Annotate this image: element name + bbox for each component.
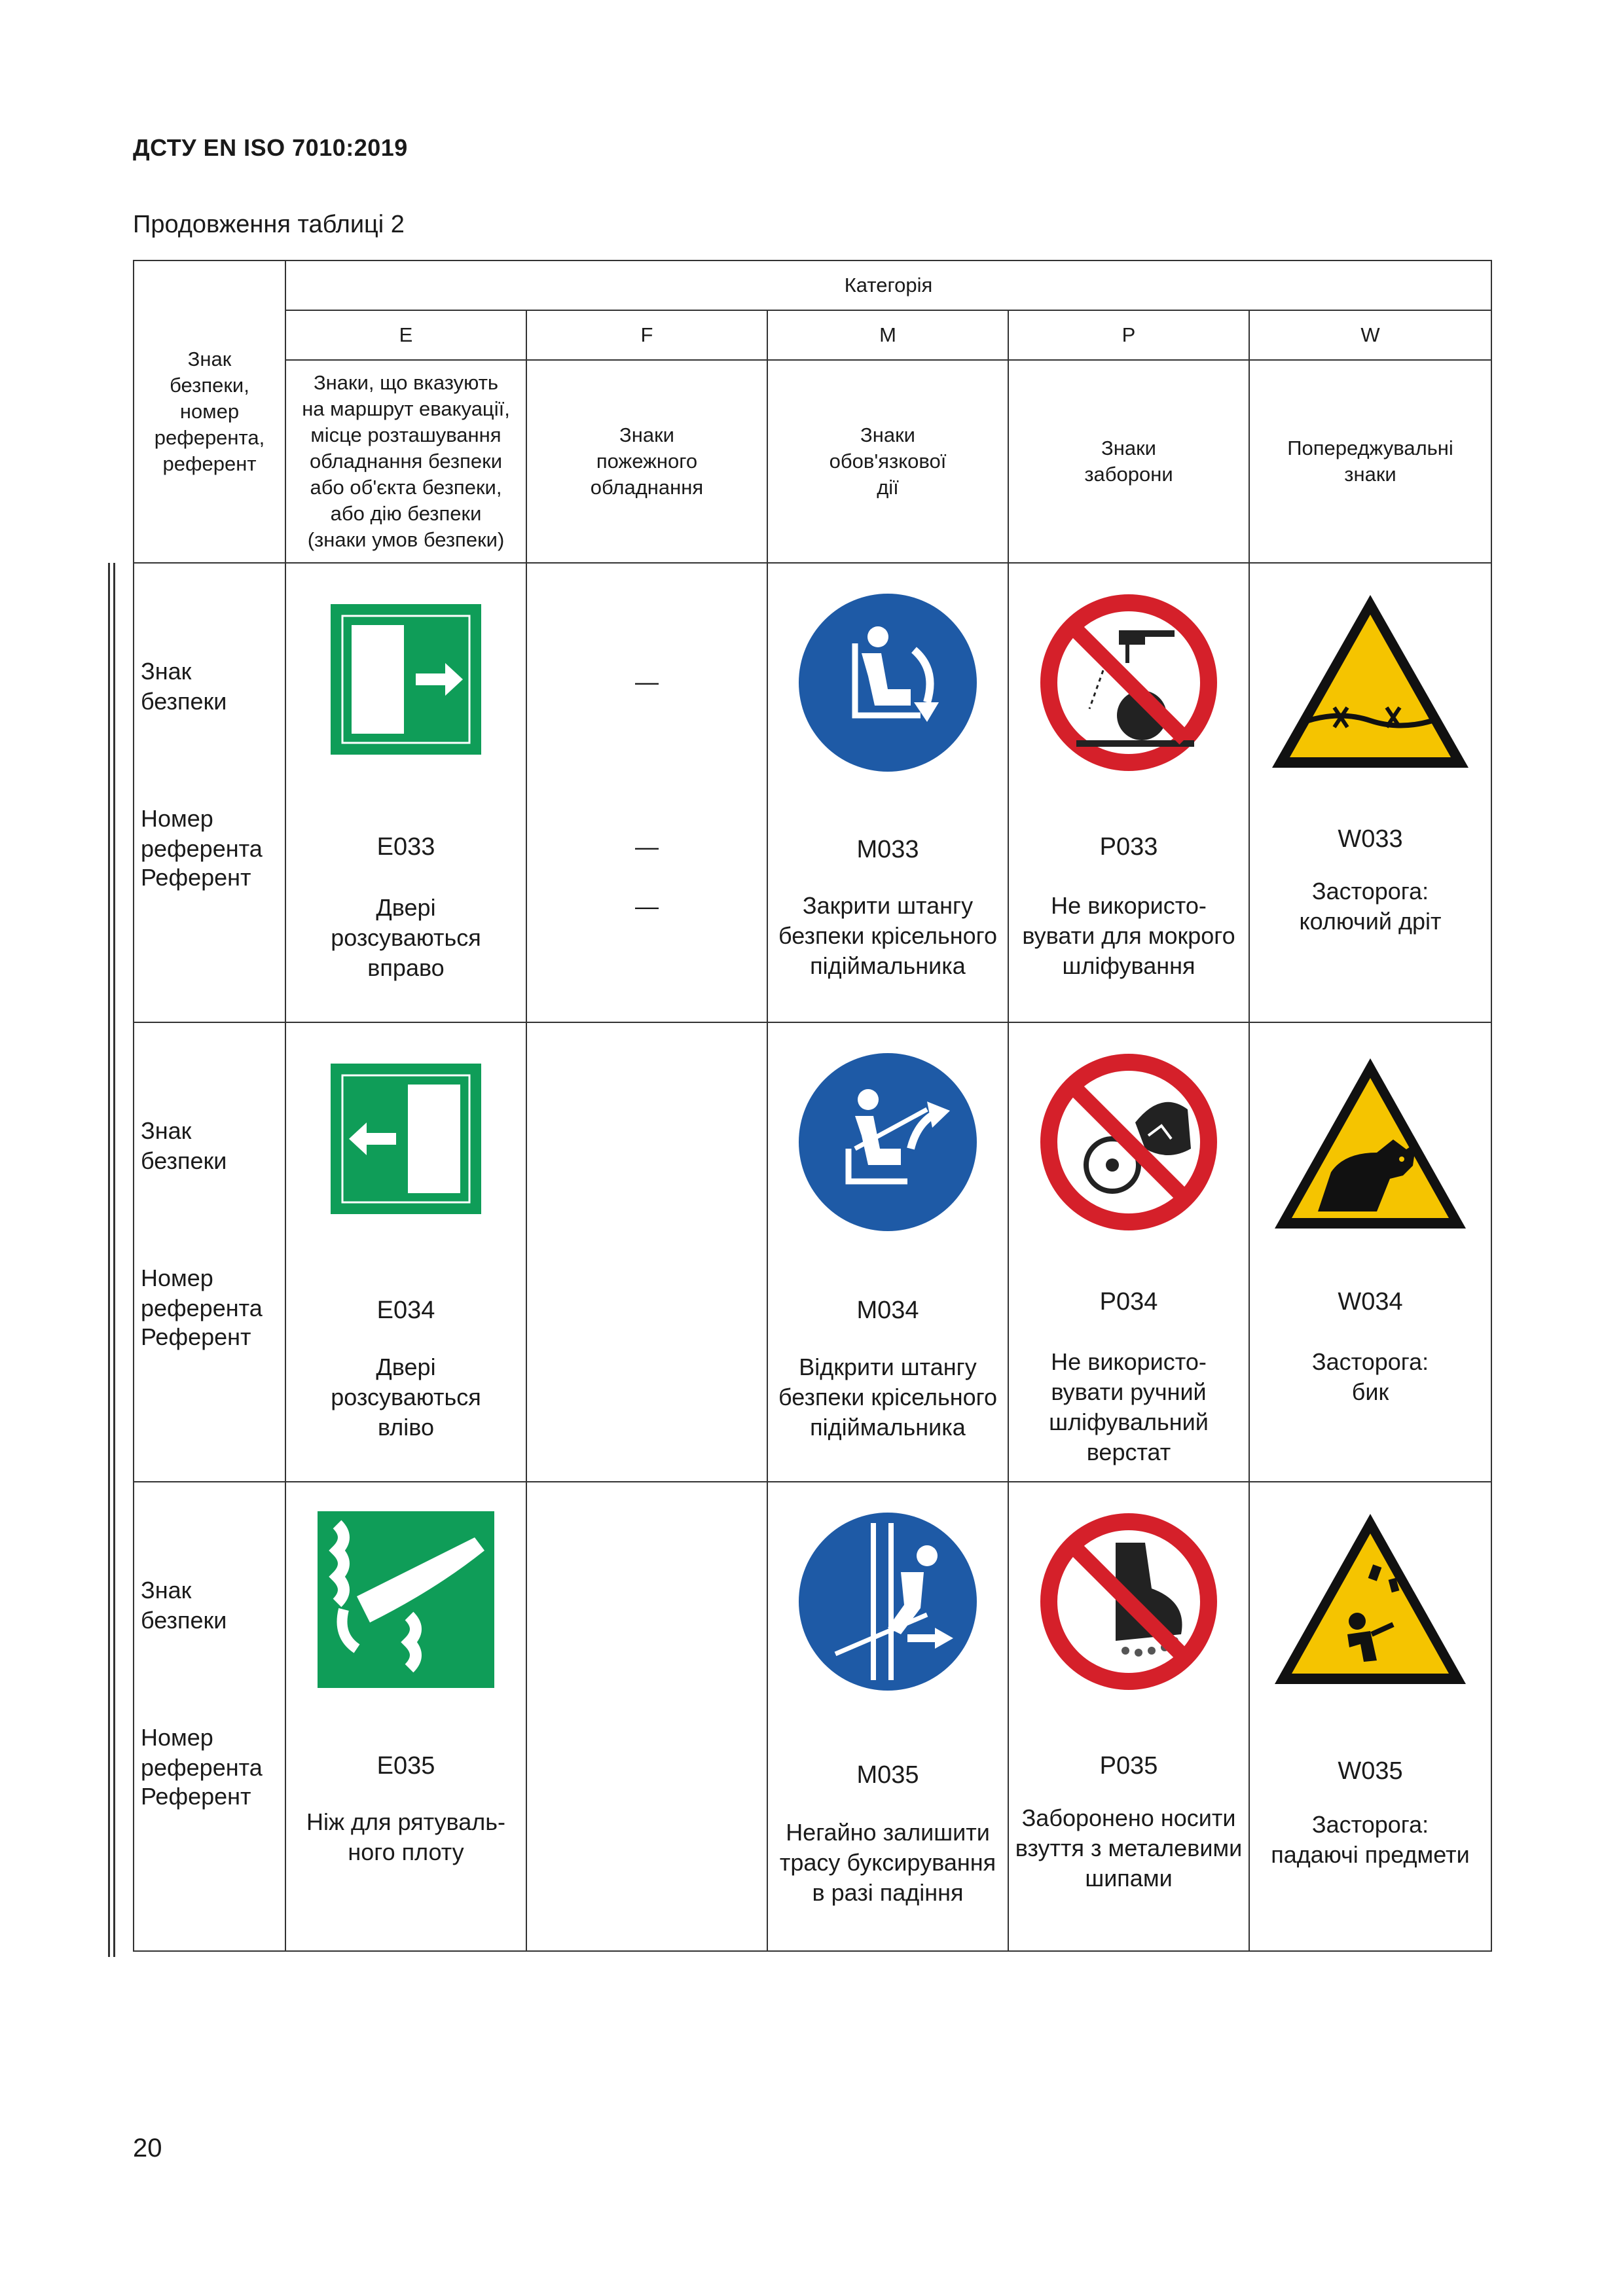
cell-f-empty <box>526 1022 767 1482</box>
referent-code: E034 <box>376 1297 435 1324</box>
label-sign: Знак безпеки <box>141 658 227 715</box>
door-slide-right-icon <box>324 598 488 761</box>
category-code-f: F <box>526 310 767 360</box>
col0-line: безпеки, <box>170 374 249 397</box>
desc-line: обладнання <box>590 476 704 499</box>
cell-w033 <box>1249 563 1491 1022</box>
barbed-wire-warning-icon <box>1269 590 1472 773</box>
referent-text: Ніж для рятуваль- ного плоту <box>306 1808 506 1865</box>
dash: — <box>635 893 659 920</box>
open-chairlift-bar-icon <box>796 1050 979 1234</box>
category-desc-f <box>526 360 767 563</box>
door-slide-left-icon <box>324 1057 488 1221</box>
cell-f-empty <box>526 1482 767 1951</box>
referent-text: Двері розсуваються вправо <box>331 894 481 981</box>
desc-line: на маршрут евакуації, <box>302 397 510 420</box>
desc-line: Знаки <box>619 423 674 446</box>
cell-p035 <box>1008 1482 1249 1951</box>
referent-code: P035 <box>1099 1752 1158 1780</box>
desc-line: місце розташування <box>310 423 501 446</box>
col0-line: Знак <box>187 348 232 370</box>
desc-line: або дію безпеки <box>330 502 482 525</box>
no-spiked-footwear-icon <box>1037 1510 1220 1693</box>
cell-m034 <box>767 1022 1008 1482</box>
desc-line: (знаки умов безпеки) <box>307 528 505 551</box>
referent-text: Засторога: колючий дріт <box>1299 878 1442 935</box>
cell-m035 <box>767 1482 1008 1951</box>
cell-p034 <box>1008 1022 1249 1482</box>
referent-text: Засторога: падаючі предмети <box>1271 1811 1470 1868</box>
cell-f-empty <box>526 563 767 1022</box>
revision-bar <box>113 563 115 1957</box>
referent-text: Відкрити штангу безпеки крісельного підіймальника <box>778 1354 997 1441</box>
label-referent: Референт <box>141 864 251 891</box>
cell-e034 <box>285 1022 526 1482</box>
dash: — <box>635 668 659 695</box>
referent-text: Заборонено носити взуття з металевими шипами <box>1015 1804 1243 1892</box>
cell-p033 <box>1008 563 1249 1022</box>
category-desc-w <box>1249 360 1491 563</box>
referent-code: W034 <box>1338 1288 1403 1316</box>
category-code-w: W <box>1249 310 1491 360</box>
category-desc-e <box>285 360 526 563</box>
column-header-sign <box>134 260 285 563</box>
col0-line: референта, <box>154 426 265 449</box>
desc-line: обов'язкової <box>829 450 947 473</box>
category-desc-m <box>767 360 1008 563</box>
desc-line: знаки <box>1344 463 1396 486</box>
referent-text: Двері розсуваються вліво <box>331 1354 481 1441</box>
referent-code: M035 <box>856 1761 919 1789</box>
col0-line: референт <box>162 452 257 475</box>
desc-line: Попереджувальні <box>1287 437 1453 459</box>
referent-code: W035 <box>1338 1757 1403 1785</box>
label-number: Номер референта <box>141 1265 263 1321</box>
cell-e035 <box>285 1482 526 1951</box>
referent-text: Засторога: бик <box>1311 1348 1429 1405</box>
bull-warning-icon <box>1272 1054 1468 1232</box>
cell-w034 <box>1249 1022 1491 1482</box>
desc-line: Знаки <box>860 423 915 446</box>
category-code-p: P <box>1008 310 1249 360</box>
close-chairlift-bar-icon <box>796 591 979 774</box>
label-number: Номер референта <box>141 1724 263 1781</box>
col0-line: номер <box>179 400 240 423</box>
referent-code: M034 <box>856 1297 919 1324</box>
row-labels <box>134 1482 285 1951</box>
no-hand-grinder-icon <box>1037 1050 1220 1234</box>
label-sign: Знак безпеки <box>141 1577 227 1634</box>
row-labels <box>134 563 285 1022</box>
referent-code: P033 <box>1099 833 1158 861</box>
referent-text: Негайно залишити трасу буксирування в разі падіння <box>779 1819 996 1906</box>
dash: — <box>635 833 659 860</box>
referent-code: E035 <box>376 1752 435 1780</box>
desc-line: пожежного <box>596 450 698 473</box>
category-code-e: E <box>285 310 526 360</box>
referent-code: W033 <box>1338 825 1403 853</box>
referent-text: Не використо- вувати ручний шліфувальний верстат <box>1049 1348 1209 1465</box>
desc-line: заборони <box>1084 463 1173 486</box>
label-number: Номер референта <box>141 805 263 862</box>
row-labels <box>134 1022 285 1482</box>
leave-tow-track-icon <box>796 1510 979 1693</box>
desc-line: обладнання безпеки <box>309 450 503 473</box>
label-referent: Референт <box>141 1323 251 1350</box>
referent-text: Закрити штангу безпеки крісельного підіймальника <box>778 892 997 979</box>
label-referent: Референт <box>141 1783 251 1810</box>
cell-w035 <box>1249 1482 1491 1951</box>
signs-table <box>133 260 1492 1952</box>
no-wet-grinding-icon <box>1037 591 1220 774</box>
label-sign: Знак безпеки <box>141 1117 227 1174</box>
page-number: 20 <box>133 2134 162 2162</box>
cell-m033 <box>767 563 1008 1022</box>
category-code-m: M <box>767 310 1008 360</box>
referent-code: P034 <box>1099 1288 1158 1316</box>
desc-line: або об'єкта безпеки, <box>310 476 502 499</box>
referent-code: M033 <box>856 836 919 863</box>
desc-line: Знаки <box>1101 437 1156 459</box>
category-header: Категорія <box>285 260 1491 310</box>
desc-line: Знаки, що вказують <box>313 371 499 394</box>
table-caption: Продовження таблиці 2 <box>133 211 405 238</box>
cell-e033 <box>285 563 526 1022</box>
falling-objects-warning-icon <box>1272 1510 1468 1688</box>
revision-bar <box>108 563 110 1957</box>
desc-line: дії <box>877 476 899 499</box>
liferaft-knife-icon <box>318 1511 494 1688</box>
referent-text: Не використо- вувати для мокрого шліфування <box>1022 892 1235 979</box>
category-desc-p <box>1008 360 1249 563</box>
referent-code: E033 <box>376 833 435 861</box>
document-id: ДСТУ EN ISO 7010:2019 <box>133 134 408 161</box>
